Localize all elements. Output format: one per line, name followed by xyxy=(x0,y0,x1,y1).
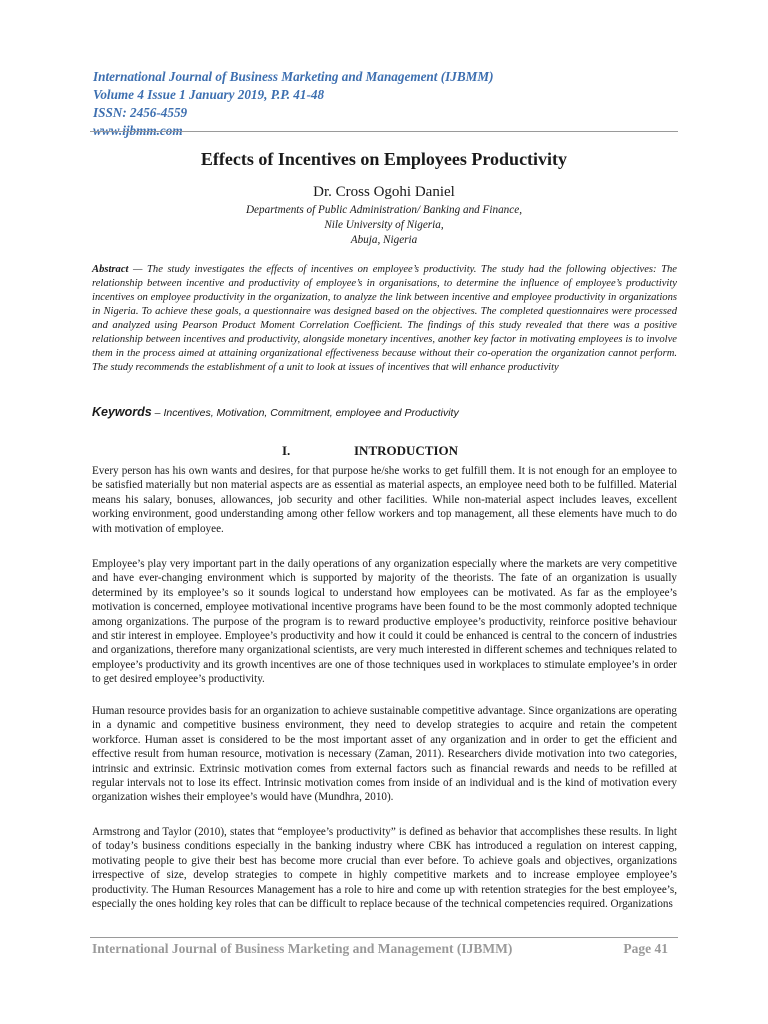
page-number: Page 41 xyxy=(623,941,668,956)
body-paragraph: Every person has his own wants and desires, for that purpose he/she works to get fulfill them. It is not enough for an employee to be satisfied materially but non material aspects are as essential as material aspects, an employee need both to be fulfilled. Material means his salary, bonuses, allowances, job security and other facilities. While non-material aspect includes leaves, excellent working environment, good understanding among other fellow workers and top management, all these elements have much to do with motivation of employee. xyxy=(92,465,677,535)
journal-header xyxy=(93,68,683,140)
section-title: INTRODUCTION xyxy=(354,443,459,458)
keywords: Keywords – Incentives, Motivation, Commitment, employee and Productivity xyxy=(92,405,459,419)
paper-title: Effects of Incentives on Employees Productivity xyxy=(200,149,568,169)
journal-website-link[interactable]: www.ijbmm.com xyxy=(93,123,183,138)
abstract: Abstract — The study investigates the effects of incentives on employee’s productivity. The study had the following objectives: The relationship between incentive and productivity of employee’s in organisations, to determine the influence of employee’s productivity incentives on employee productivity in the organization, to analyze the link between incentive and employee productivity in organizations in Nigeria. To achieve these goals, a questionnaire was designed based on the objectives. The completed questionnaires were processed and analyzed using Pearson Product Moment Correlation Coefficient. The findings of this study revealed that there was a positive relationship between incentives and productivity, alongside monetary incentives, another key factor in motivating employees is to involve them in the process aimed at attaining organizational effectiveness because without their co-operation the organization cannot perform. The study recommends the establishment of a unit to look at issues of incentives that will enhance productivity xyxy=(92,264,678,373)
journal-volume: Volume 4 Issue 1 January 2019, P.P. 41-48 xyxy=(93,87,325,102)
abstract-text: The study investigates the effects of incentives on employee’s productivity. The study had the following objectives: The relationship between incentive and productivity of employee’s in organisations, to determine the influence of employee’s productivity incentives on employee productivity in the organization, to analyze the link between incentive and employee productivity in organizations in Nigeria. To achieve these goals, a questionnaire was designed based on the objectives. The completed questionnaires were processed and analyzed using Pearson Product Moment Correlation Coefficient. The findings of this study revealed that there was a positive relationship between incentives and productivity, alongside monetary incentives, another key factor in motivating employees is to involve them in the process aimed at attaining organizational effectiveness because without their co-operation the organization cannot perform. The study recommends the establishment of a unit to look at issues of incentives that will enhance productivity xyxy=(92,264,678,373)
keywords-label: Keywords xyxy=(92,405,152,419)
section-number: I. xyxy=(282,443,291,458)
affiliation-line: Departments of Public Administration/ Banking and Finance, xyxy=(245,204,523,216)
abstract-label: Abstract xyxy=(92,264,129,275)
body-paragraph: Human resource provides basis for an organization to achieve sustainable competitive advantage. Since organizations are operating in a dynamic and competitive business environment, they need to develop strategies to acquire and retain the competent workforce. Human asset is considered to be the most important asset of any organization and in order to get the efficient and effective result from human resource, motivation is necessary (Zaman, 2011). Researchers divide motivation into two categories, intrinsic and extrinsic. Extrinsic motivation comes from external factors such as financial rewards and needs to be refilled at regular intervals not to lose its effect. Intrinsic motivation comes from inside of an individual and is the kind of motivation every organization wishes their employee’s would have (Mundhra, 2010). xyxy=(92,705,677,804)
journal-name: International Journal of Business Marketing and Management (IJBMM) xyxy=(93,69,494,84)
body-paragraph: Employee’s play very important part in the daily operations of any organization especially where the markets are very competitive and have ever-changing environment which is supported by majority of the theorists. The fate of an organization is usually determined by its employee’s so it sounds logical to understand how employees can be motivated. As far as the employee’s motivation is concerned, employee motivational incentive programs have been found to be the most commonly adopted technique among organizations. The purpose of the program is to reward productive employee’s productivity, reinforce positive behaviour and stir interest in employee. Employee’s productivity and how it could it could be enhanced is central to the concern of industries and organizations, therefore many organizational scientists, are very much interested in different schemes and techniques related to employee’s productivity and its growth incentives are one of those techniques used in workplaces to stimulate employee’s in order to get desired employee’s productivity. xyxy=(92,558,677,686)
author-name: Dr. Cross Ogohi Daniel xyxy=(313,184,455,200)
footer-divider xyxy=(90,937,678,938)
affiliation-line: Abuja, Nigeria xyxy=(350,234,418,246)
affiliation-line: Nile University of Nigeria, xyxy=(324,219,444,231)
body-paragraph: Armstrong and Taylor (2010), states that “employee’s productivity” is defined as behavior that accomplishes these results. In light of today’s business conditions especially in the banking industry where CBK has introduced a regulation on interest capping, motivating people to give their best has become more crucial than ever before. To achieve goals and objectives, organizations irrespective of size, develop strategies to compete in highly competitive markets and to increase employee employee’s productivity. The Human Resources Management has a role to hire and come up with retention strategies for the best employee’s, especially the ones holding key roles that can be difficult to replace because of the technical competencies required. Organizations xyxy=(92,826,677,911)
footer-journal-name: International Journal of Business Marketing and Management (IJBMM) xyxy=(92,941,513,956)
journal-issn: ISSN: 2456-4559 xyxy=(93,105,188,120)
keywords-text: Incentives, Motivation, Commitment, employee and Productivity xyxy=(163,407,459,419)
author-affiliation xyxy=(90,203,678,248)
header-divider xyxy=(90,131,678,132)
